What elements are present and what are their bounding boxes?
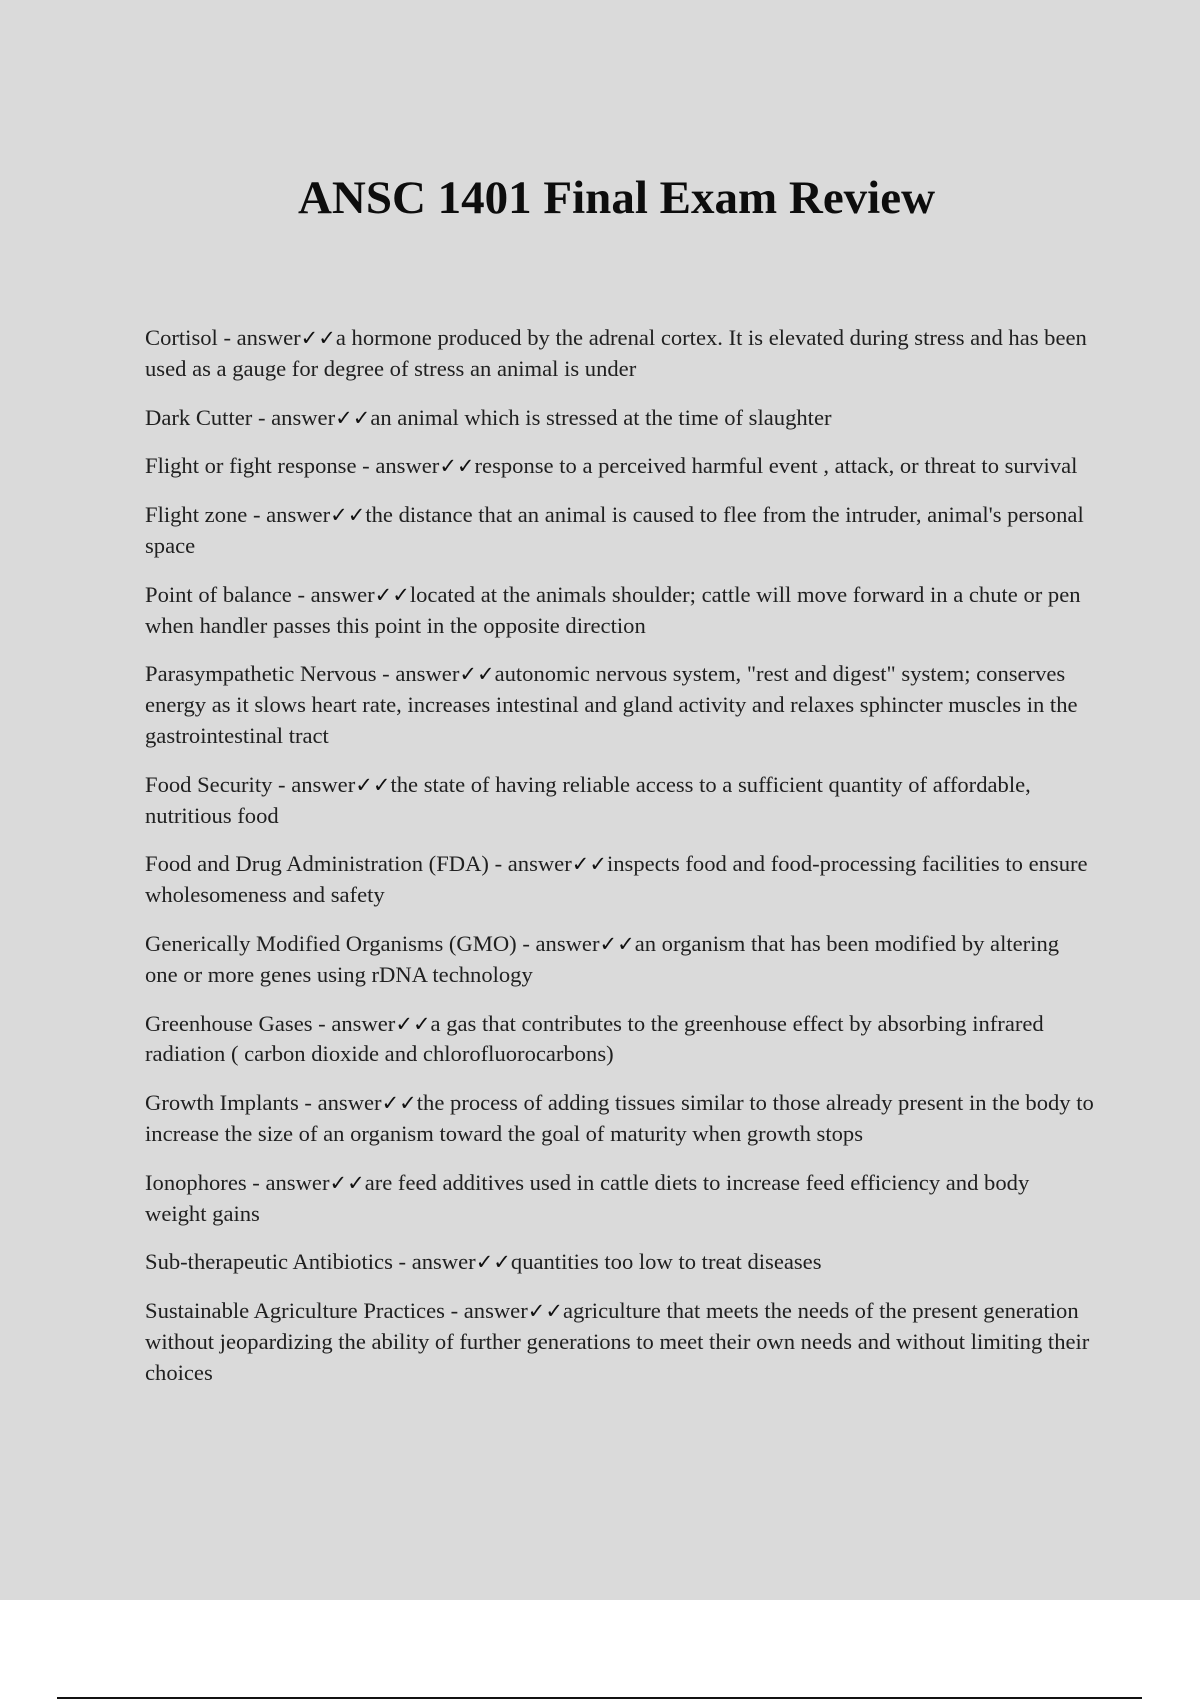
double-check-icon: ✓✓ [527, 1299, 563, 1324]
answer-label: answer [463, 1298, 528, 1324]
entry-term: Dark Cutter [145, 404, 253, 430]
answer-label: answer [236, 325, 301, 350]
double-check-icon: ✓✓ [300, 326, 336, 350]
double-check-icon: ✓✓ [329, 1170, 365, 1195]
answer-label: answer [266, 502, 331, 528]
double-check-icon: ✓✓ [335, 405, 371, 430]
entry-separator: - [516, 930, 536, 956]
double-check-icon: ✓✓ [355, 772, 391, 797]
entry-term: Parasympathetic Nervous [145, 661, 377, 687]
entry-separator: - [312, 1010, 332, 1036]
entry-definition: inspects food and food-processing facilities to ensure wholesomeness and safety [145, 851, 1088, 908]
entry-definition: the process of adding tissues similar to those already present in the body to increase the size of an organism toward the goal of maturity when growth stops [145, 1090, 1094, 1146]
entry-term: Sustainable Agriculture Practices [145, 1298, 445, 1324]
entry-definition: agriculture that meets the needs of the present generation without jeopardizing the ability of further generations to meet their own needs and without limiting their choices [145, 1298, 1090, 1385]
entry-term: Sub-therapeutic Antibiotics [145, 1249, 393, 1275]
entry-separator: - [298, 1090, 318, 1116]
entry-definition: autonomic nervous system, "rest and digest" system; conserves energy as it slows heart rate, increases intestinal and gland activity and relaxes sphincter muscles in the gastrointestinal tract [145, 661, 1078, 748]
list-item [145, 580, 1095, 642]
page-title: ANSC 1401 Final Exam Review [297, 172, 936, 224]
entry-definition: response to a perceived harmful event , attack, or threat to survival [474, 453, 1078, 479]
answer-label: answer [375, 453, 440, 479]
answer-label: answer [507, 851, 572, 877]
list-item [145, 403, 1095, 434]
entry-separator: - [488, 851, 508, 877]
list-item [145, 451, 1095, 482]
entry-definition: located at the animals shoulder; cattle will move forward in a chute or pen when handler passes this point in the opposite direction [145, 581, 1081, 638]
entry-definition: a hormone produced by the adrenal cortex. It is elevated during stress and has been used as a gauge for degree of stress an animal is under [145, 325, 1087, 381]
footer-divider [57, 1697, 1142, 1699]
entry-definition: are feed additives used in cattle diets to increase feed efficiency and body weight gains [145, 1169, 1030, 1226]
entry-term: Greenhouse Gases [145, 1010, 313, 1036]
double-check-icon: ✓✓ [475, 1250, 511, 1275]
entry-term: Generically Modified Organisms (GMO) [145, 930, 517, 956]
entry-separator: - [291, 581, 311, 607]
entry-separator: - [272, 771, 292, 797]
double-check-icon: ✓✓ [459, 662, 495, 687]
double-check-icon: ✓✓ [374, 582, 410, 607]
entry-definition: a gas that contributes to the greenhouse effect by absorbing infrared radiation ( carbon dioxide and chlorofluorocarbons) [145, 1010, 1044, 1067]
entry-definition: an animal which is stressed at the time of slaughter [370, 404, 832, 430]
double-check-icon: ✓✓ [381, 1091, 417, 1116]
answer-label: answer [271, 404, 336, 430]
entry-term: Flight zone [145, 502, 248, 528]
entry-separator: - [376, 661, 396, 687]
entry-separator: - [356, 453, 376, 479]
list-item [145, 500, 1095, 562]
list-item [145, 659, 1095, 751]
double-check-icon: ✓✓ [330, 503, 366, 528]
entry-separator: - [444, 1298, 464, 1324]
answer-label: answer [395, 661, 460, 687]
answer-label: answer [331, 1010, 396, 1036]
answer-label: answer [411, 1249, 476, 1275]
list-item [145, 929, 1095, 991]
list-item [145, 1168, 1095, 1230]
double-check-icon: ✓✓ [439, 454, 475, 479]
answer-label: answer [310, 581, 375, 607]
answer-label: answer [291, 771, 356, 797]
entry-term: Ionophores [145, 1169, 247, 1195]
entry-term: Cortisol [145, 325, 218, 350]
entry-definition: the distance that an animal is caused to flee from the intruder, animal's personal space [145, 502, 1084, 558]
entry-term: Food and Drug Administration (FDA) [145, 851, 489, 877]
entry-separator: - [392, 1249, 412, 1275]
entry-separator: - [247, 502, 267, 528]
list-item [145, 323, 1095, 385]
list-item [145, 1247, 1095, 1278]
list-item [145, 1296, 1095, 1388]
double-check-icon: ✓✓ [571, 852, 607, 877]
entry-definition: quantities too low to treat diseases [510, 1249, 822, 1275]
entry-term: Food Security [145, 771, 273, 797]
answer-label: answer [317, 1090, 382, 1116]
entry-separator: - [252, 404, 272, 430]
entry-definition: the state of having reliable access to a sufficient quantity of affordable, nutritious food [145, 771, 1031, 828]
list-item [145, 849, 1095, 911]
entry-separator: - [217, 325, 237, 350]
entry-term: Growth Implants [145, 1090, 299, 1116]
list-item [145, 1009, 1095, 1071]
list-item [145, 770, 1095, 832]
entry-separator: - [246, 1169, 266, 1195]
entry-term: Point of balance [145, 581, 292, 607]
double-check-icon: ✓✓ [395, 1011, 431, 1036]
entry-list [145, 323, 1095, 1407]
entry-definition: an organism that has been modified by altering one or more genes using rDNA technology [145, 930, 1060, 987]
list-item [145, 1088, 1095, 1150]
entry-term: Flight or fight response [145, 453, 357, 479]
answer-label: answer [535, 930, 600, 956]
double-check-icon: ✓✓ [599, 931, 635, 956]
answer-label: answer [265, 1169, 330, 1195]
